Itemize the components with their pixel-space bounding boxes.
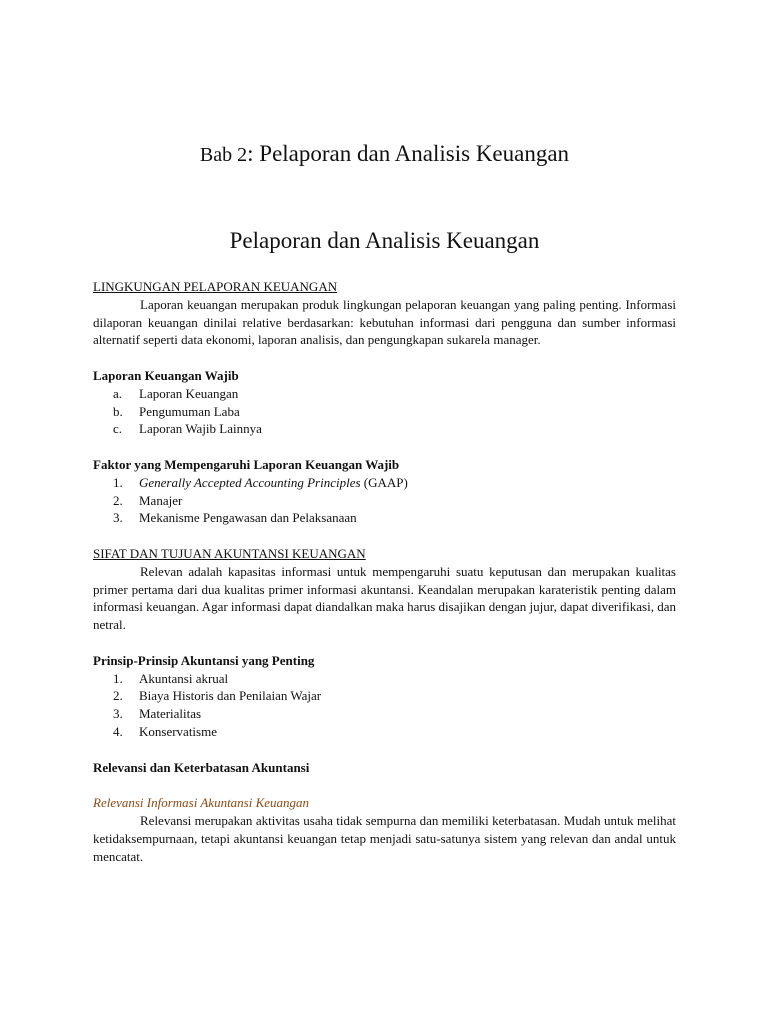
heading-relevansi: Relevansi dan Keterbatasan Akuntansi: [93, 759, 310, 775]
list-item: [93, 723, 676, 741]
gaap-italic-text: Generally Accepted Accounting Principles: [139, 474, 361, 490]
paragraph-lingkungan: Laporan keuangan merupakan produk lingkungan pelaporan keuangan yang paling penting. Informasi dilaporan keuangan dinilai relative berdasarkan: kebutuhan informasi dari pengguna dan sumber informasi alternatif seperti data ekonomi, laporan analisis, dan pengungkapan sukarela manager.: [93, 296, 676, 348]
list-item: [93, 492, 676, 510]
spacer: [93, 527, 676, 545]
list-item-text: Konservatisme: [139, 723, 217, 739]
list-faktor: [93, 474, 676, 527]
list-marker: 4.: [113, 723, 123, 739]
list-item: [93, 670, 676, 688]
list-marker: a.: [113, 385, 123, 401]
heading-laporan-wajib: Laporan Keuangan Wajib: [93, 367, 239, 383]
subheading-relevansi-informasi: Relevansi Informasi Akuntansi Keuangan: [93, 795, 310, 811]
list-item: [93, 509, 676, 527]
list-marker: 2.: [113, 492, 123, 508]
heading-prinsip: Prinsip-Prinsip Akuntansi yang Penting: [93, 652, 315, 668]
spacer: [93, 438, 676, 456]
list-marker: 3.: [113, 510, 123, 526]
list-item: [93, 420, 676, 438]
list-item-text: Pengumuman Laba: [139, 403, 240, 419]
chapter-title-text: : Pelaporan dan Analisis Keuangan: [247, 141, 570, 166]
list-item: [93, 474, 676, 492]
list-item-text: Mekanisme Pengawasan dan Pelaksanaan: [139, 510, 357, 526]
spacer: [93, 741, 676, 759]
list-item-text: Laporan Wajib Lainnya: [139, 421, 262, 437]
paragraph-sifat: Relevan adalah kapasitas informasi untuk mempengaruhi suatu keputusan dan merupakan kualitas primer pertama dari dua kualitas primer informasi akuntansi. Keandalan merupakan karateristik penting dalam informasi keuangan. Agar informasi dapat diandalkan maka harus disajikan dengan jujur, dapat diverifikasi, dan netral.: [93, 563, 676, 633]
list-prinsip: [93, 670, 676, 741]
list-item: [93, 687, 676, 705]
list-marker: 3.: [113, 706, 123, 722]
gaap-abbrev-text: (GAAP): [360, 474, 408, 490]
list-marker: c.: [113, 421, 123, 437]
paragraph-relevansi: Relevansi merupakan aktivitas usaha tidak sempurna dan memiliki keterbatasan. Mudah untuk melihat ketidaksempurnaan, tetapi akuntansi keuangan tetap menjadi satu-satunya sistem yang relevan dan andal untuk mencatat.: [93, 812, 676, 864]
chapter-prefix: Bab 2: [199, 144, 248, 166]
list-marker: 1.: [113, 474, 123, 490]
list-item: [93, 403, 676, 421]
chapter-title: [93, 138, 676, 171]
spacer: [93, 634, 676, 652]
heading-faktor: Faktor yang Mempengaruhi Laporan Keuangan Wajib: [93, 456, 400, 472]
main-title: Pelaporan dan Analisis Keuangan: [229, 228, 540, 253]
list-item: [93, 705, 676, 723]
document-body: [93, 278, 676, 865]
list-item-text: Laporan Keuangan: [139, 385, 239, 401]
list-item-text: Materialitas: [139, 706, 202, 722]
list-marker: 2.: [113, 688, 123, 704]
list-item-text: Biaya Historis dan Penilaian Wajar: [139, 688, 322, 704]
spacer: [93, 776, 676, 794]
list-item: [93, 385, 676, 403]
list-laporan-wajib: [93, 385, 676, 438]
list-marker: 1.: [113, 670, 123, 686]
list-item-text: Manajer: [139, 492, 183, 508]
list-marker: b.: [113, 403, 123, 419]
spacer: [93, 349, 676, 367]
section-heading-sifat: SIFAT DAN TUJUAN AKUNTANSI KEUANGAN: [93, 545, 366, 561]
list-item-text: Akuntansi akrual: [139, 670, 229, 686]
section-heading-lingkungan: LINGKUNGAN PELAPORAN KEUANGAN: [93, 279, 338, 294]
